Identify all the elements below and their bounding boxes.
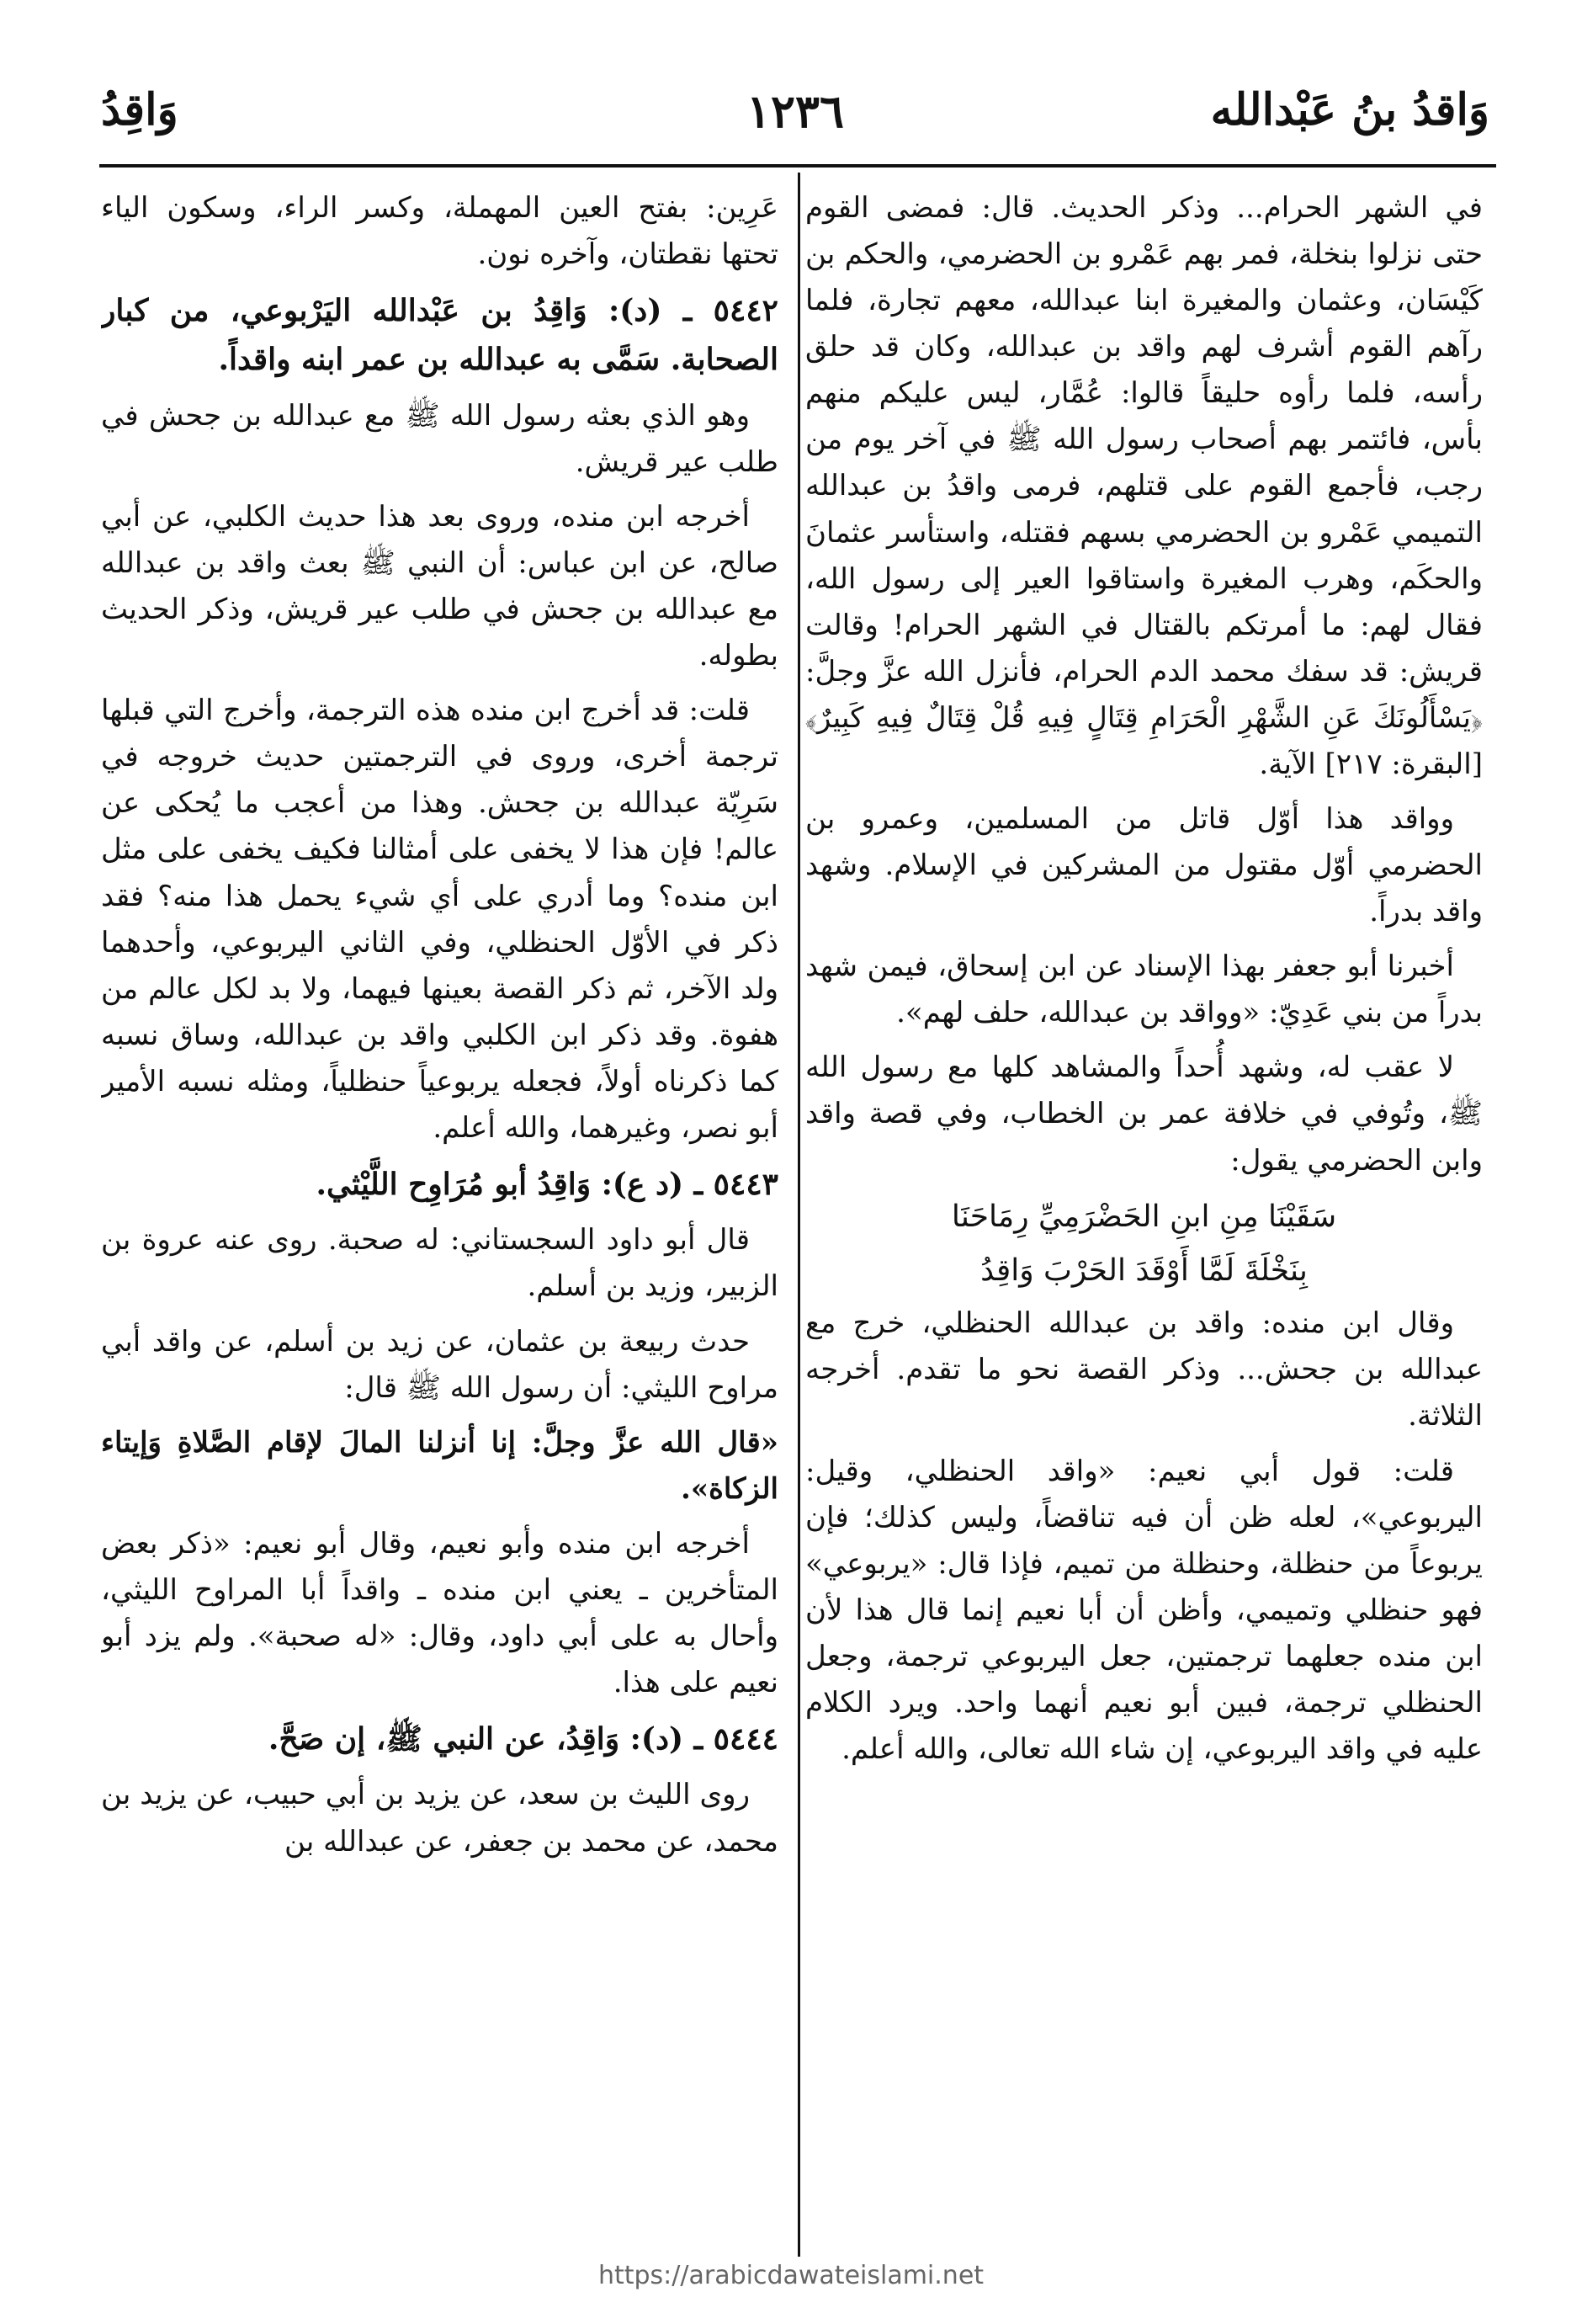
page-number: ١٢٣٦ (746, 84, 844, 138)
watermark-url: https://arabicdawateislami.net (597, 2261, 985, 2290)
paragraph: أخبرنا أبو جعفر بهذا الإسناد عن ابن إسحاق، فيمن شهد بدراً من بني عَدِيّ: «وواقد بن عبدالله، حلف لهم». (805, 949, 1483, 1030)
header-rule (99, 164, 1496, 168)
entry-heading-5444: ٥٤٤٤ ـ (د): وَاقِدُ، عن النبي ﷺ، إن صَحَّ. (268, 1721, 778, 1758)
column-divider (798, 173, 800, 2257)
paragraph: أخرجه ابن منده وأبو نعيم، وقال أبو نعيم: «ذكر بعض المتأخرين ـ يعني ابن منده ـ واقداً أبا المراوح الليثي، وأحال به على أبي داود، وقال: «له صحبة». ولم يزد أبو نعيم على هذا. (101, 1526, 778, 1700)
paragraph: وواقد هذا أوّل قاتل من المسلمين، وعمرو بن الحضرمي أوّل مقتول من المشركين في الإسلام. وشهد واقد بدراً. (805, 802, 1483, 929)
paragraph: أخرجه ابن منده، وروى بعد هذا حديث الكلبي، عن أبي صالح، عن ابن عباس: أن النبي ﷺ بعث واقد بن عبدالله مع عبدالله بن جحش في طلب عير قريش، وذكر الحديث بطوله. (101, 499, 778, 673)
hadith-quote: «قال الله عزَّ وجلَّ: إنا أنزلنا المالَ لإقام الصَّلاةِ وَإيتاء الزكاة». (101, 1425, 778, 1506)
poem-verse-1: سَقَيْنَا مِنِ ابنِ الحَضْرَمِيِّ رِمَاحَنَا (951, 1199, 1337, 1234)
paragraph: وهو الذي بعثه رسول الله ﷺ مع عبدالله بن جحش في طلب عير قريش. (101, 398, 778, 479)
paragraph: في الشهر الحرام... وذكر الحديث. قال: فمضى القوم حتى نزلوا بنخلة، فمر بهم عَمْرو بن الحضرمي، والحكم بن كَيْسَان، وعثمان والمغيرة ابنا عبدالله، معهم تجارة، فلما رآهم القوم أشرف لهم واقد بن عبدالله، وكان قد حلق رأسه، فلما رأوه حليقاً قالوا: عُمَّار، ليس عليكم منهم بأس، فائتمر بهم أصحاب رسول الله ﷺ في آخر يوم من رجب، فأجمع القوم على قتلهم، فرمى واقدُ بن عبدالله التميمي عَمْرو بن الحضرمي بسهم فقتله، واستأسر عثمانَ والحكَم، وهرب المغيرة واستاقوا العير إلى رسول الله، فقال لهم: ما أمرتكم بالقتال في الشهر الحرام! وقالت قريش: قد سفك محمد الدم الحرام، فأنزل الله عزَّ وجلَّ: ﴿يَسْأَلُونَكَ عَنِ الشَّهْرِ الْحَرَامِ قِتَالٍ فِيهِ قُلْ قِتَالٌ فِيهِ كَبِيرٌ﴾ [البقرة: ٢١٧] الآية. (805, 191, 1483, 781)
paragraph: لا عقب له، وشهد أُحداً والمشاهد كلها مع رسول الله ﷺ، وتُوفي في خلافة عمر بن الخطاب، وفي قصة واقد وابن الحضرمي يقول: (805, 1050, 1483, 1178)
left-column (101, 185, 778, 2239)
entry-heading-5442: ٥٤٤٢ ـ (د): وَاقِدُ بن عَبْدالله اليَرْبوعي، من كبار الصحابة. سَمَّى به عبدالله بن عمر ابنه واقداً. (101, 293, 778, 378)
paragraph: روى الليث بن سعد، عن يزيد بن أبي حبيب، عن يزيد بن محمد، عن محمد بن جعفر، عن عبدالله بن (101, 1778, 778, 1859)
paragraph: قلت: قد أخرج ابن منده هذه الترجمة، وأخرج التي قبلها ترجمة أخرى، وروى في الترجمتين حديث خروجه في سَرِيّة عبدالله بن جحش. وهذا من أعجب ما يُحكى عن عالم! فإن هذا لا يخفى على أمثالنا فكيف يخفى على مثل ابن منده؟ وما أدري على أي شيء يحمل هذا منه؟ فقد ذكر في الأوّل الحنظلي، وفي الثاني اليربوعي، وأحدهما ولد الآخر، ثم ذكر القصة بعينها فيهما، ولا بد لكل عالم من هفوة. وقد ذكر ابن الكلبي واقد بن عبدالله، وساق نسبه كما ذكرناه أولاً، فجعله يربوعياً حنظلياً، ومثله نسبه الأمير أبو نصر، وغيرهما، والله أعلم. (101, 694, 778, 1145)
right-column (805, 185, 1483, 2239)
entry-heading-5443: ٥٤٤٣ ـ (د ع): وَاقِدُ أبو مُرَاوِح اللَّيْثي. (316, 1167, 778, 1203)
poem-verse-2: بِنَخْلَةَ لَمَّا أَوْقَدَ الحَرْبَ وَاقِدُ (980, 1252, 1308, 1288)
paragraph: قلت: قول أبي نعيم: «واقد الحنظلي، وقيل: اليربوعي»، لعله ظن أن فيه تناقضاً، وليس كذلك؛ فإن يربوعاً من حنظلة، وحنظلة من تميم، فإذا قال: «يربوعي» فهو حنظلي وتميمي، وأظن أن أبا نعيم إنما قال هذا لأن ابن منده جعلهما ترجمتين، جعل اليربوعي ترجمة، وجعل الحنظلي ترجمة، فبين أبو نعيم أنهما واحد. ويرد الكلام عليه في واقد اليربوعي، إن شاء الله تعالى، والله أعلم. (805, 1454, 1483, 1766)
paragraph: وقال ابن منده: واقد بن عبدالله الحنظلي، خرج مع عبدالله بن جحش... وذكر القصة نحو ما تقدم. أخرجه الثلاثة. (805, 1306, 1483, 1433)
running-title-left: وَاقِدُ (101, 84, 178, 136)
running-title-right: وَاقدُ بنُ عَبْدالله (1210, 84, 1489, 136)
page-header (101, 84, 1489, 143)
paragraph: قال أبو داود السجستاني: له صحبة. روى عنه عروة بن الزبير، وزيد بن أسلم. (101, 1223, 778, 1304)
paragraph: عَرِين: بفتح العين المهملة، وكسر الراء، وسكون الياء تحتها نقطتان، وآخره نون. (101, 191, 778, 272)
paragraph: حدث ربيعة بن عثمان، عن زيد بن أسلم، عن واقد أبي مراوح الليثي: أن رسول الله ﷺ قال: (101, 1324, 778, 1405)
